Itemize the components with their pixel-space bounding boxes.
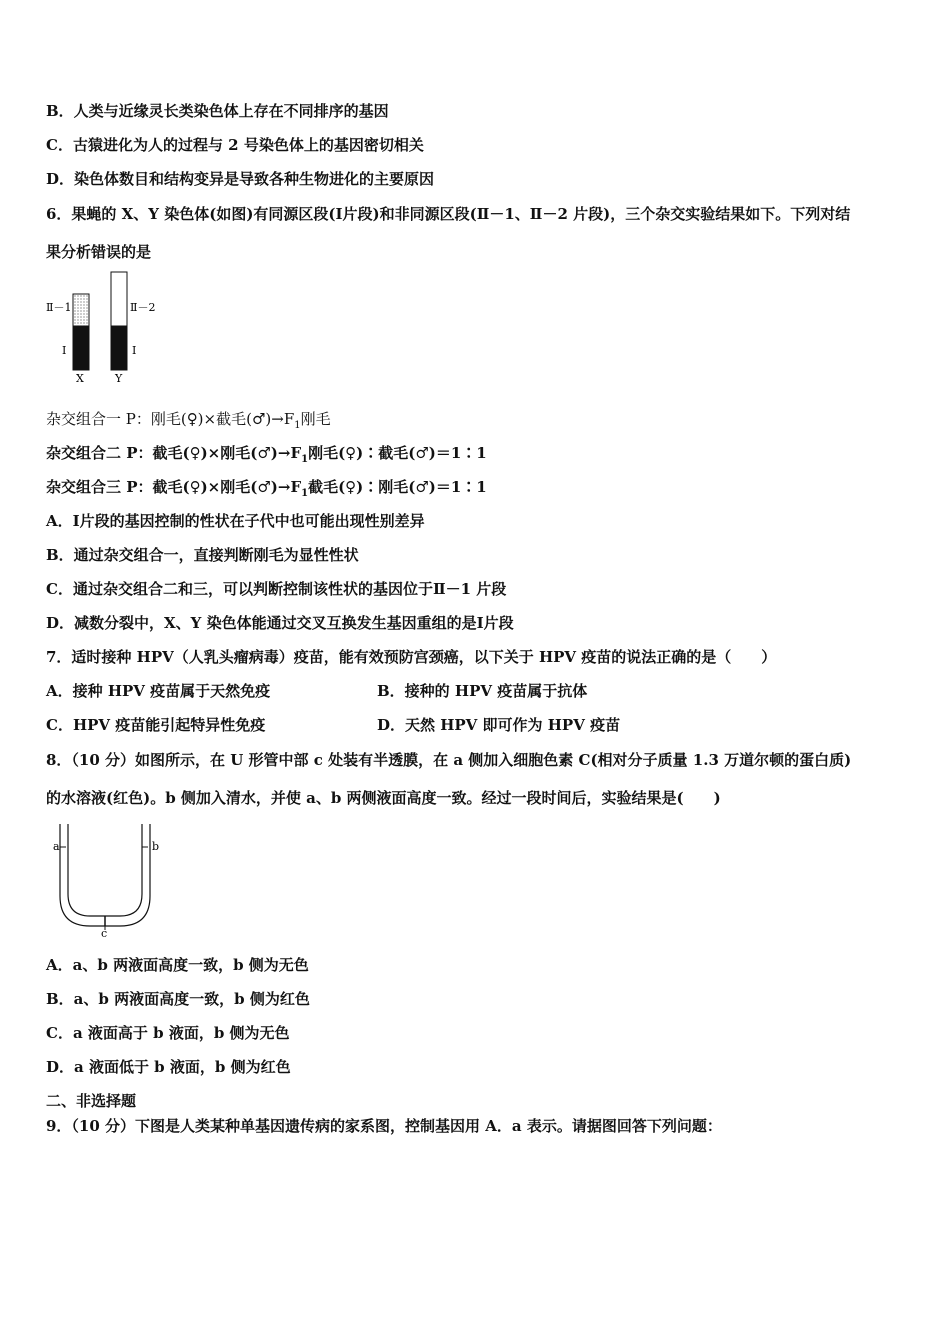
label-x: X [76,372,84,385]
q8-stem-line2: 的水溶液(红色)。b 侧加入清水，并使 a、b 两侧液面高度一致。经过一段时间后，实验结果是( ) [46,789,721,807]
q5-option-b: B．人类与近缘灵长类染色体上存在不同排序的基因 [46,102,389,120]
q5-option-c: C．古猿进化为人的过程与 2 号染色体上的基因密切相关 [46,136,424,154]
q7-option-a: A．接种 HPV 疫苗属于天然免疫 [46,682,271,700]
y-segment-i [111,326,127,370]
q7-stem: 7．适时接种 HPV（人乳头瘤病毒）疫苗，能有效预防宫颈癌，以下关于 HPV 疫苗的说法正确的是（ ） [46,648,777,666]
label-ii2: Ⅱ－2 [130,301,156,314]
q6-cross-1: 杂交组合一 P：刚毛(♀)×截毛$(♂)\to F_1$刚毛 [46,410,331,431]
q7-option-c: C．HPV 疫苗能引起特异性免疫 [46,716,266,734]
q7-option-b: B．接种的 HPV 疫苗属于抗体 [377,682,588,700]
section-title: 二、非选择题 [46,1092,137,1110]
q8-option-d: D．a 液面低于 b 液面，b 侧为红色 [46,1058,291,1076]
q8-option-a: A．a、b 两液面高度一致，b 侧为无色 [46,956,309,974]
q6-cross-3: 杂交组合三 P：截毛(♀)×刚毛$(♂)\to F_1$截毛(♀)∶刚毛(♂)＝1∶1 [46,478,487,499]
q6-option-d: D．减数分裂中，X、Y 染色体能通过交叉互换发生基因重组的是Ⅰ片段 [46,614,514,632]
label-i-right: Ⅰ [132,344,137,357]
label-b: b [152,840,160,853]
q8-stem-line1: 8．（10 分）如图所示，在 U 形管中部 c 处装有半透膜，在 a 侧加入细胞色素 C(相对分子质量 1.3 万道尔顿的蛋白质) [46,751,852,769]
u-tube-figure [50,820,165,938]
label-y: Y [115,372,123,385]
y-segment-ii2 [111,272,127,326]
q5-option-d: D．染色体数目和结构变异是导致各种生物进化的主要原因 [46,170,435,188]
q7-option-d: D．天然 HPV 即可作为 HPV 疫苗 [377,716,621,734]
q6-stem-line2: 果分析错误的是 [46,243,152,261]
q6-option-c: C．通过杂交组合二和三，可以判断控制该性状的基因位于Ⅱ－1 片段 [46,580,507,598]
q9-stem: 9．（10 分）下图是人类某种单基因遗传病的家系图，控制基因用 A．a 表示。请据图回答下列问题： [46,1117,722,1135]
q6-stem-line1: 6．果蝇的 X、Y 染色体(如图)有同源区段(Ⅰ片段)和非同源区段(Ⅱ－1、Ⅱ－2 片段)，三个杂交实验结果如下。下列对结 [46,205,851,223]
q8-option-b: B．a、b 两液面高度一致，b 侧为红色 [46,990,310,1008]
q8-option-c: C．a 液面高于 b 液面，b 侧为无色 [46,1024,290,1042]
xy-chromosome-figure [44,268,164,386]
label-i-left: Ⅰ [62,344,67,357]
q6-option-a: A．Ⅰ片段的基因控制的性状在子代中也可能出现性别差异 [46,512,425,530]
q6-cross-2: 杂交组合二 P：截毛(♀)×刚毛$(♂)\to F_1$刚毛(♀)∶截毛(♂)＝1∶1 [46,444,487,465]
x-segment-i [73,326,89,370]
q6-option-b: B．通过杂交组合一，直接判断刚毛为显性性状 [46,546,359,564]
label-c: c [101,927,108,938]
label-ii1: Ⅱ－1 [46,301,72,314]
label-a: a [53,840,60,853]
x-segment-ii1 [73,294,89,326]
